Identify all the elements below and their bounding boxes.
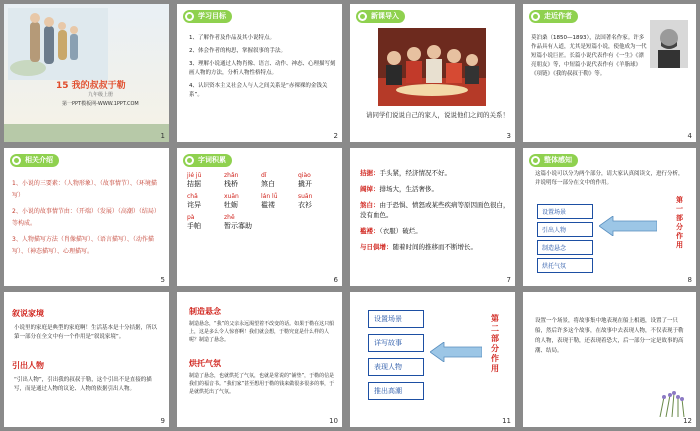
header-label: 整体感知 xyxy=(544,156,572,164)
hanzi: 撬开 xyxy=(298,180,312,188)
hanzi: 拮据 xyxy=(187,180,201,188)
vocab-word xyxy=(224,193,261,210)
bullet-icon xyxy=(358,12,367,21)
slide-number: 6 xyxy=(333,276,338,284)
def: 排场大，生活奢侈。 xyxy=(379,185,438,193)
side-label: 第二部分作用 xyxy=(491,314,499,373)
slide-12[interactable] xyxy=(523,292,696,427)
intro-item: 1、小说的三要素：（人物形象）、（故事情节）、（环境描写） xyxy=(12,180,157,199)
vocab-word xyxy=(298,193,335,210)
slide-8[interactable] xyxy=(523,148,696,286)
term: 与日俱增： xyxy=(360,243,393,251)
credit-text: 第一PPT模板网-WWW.1PPT.COM xyxy=(62,101,139,107)
bullet-icon xyxy=(12,156,21,165)
photo-caption: 请同学们说说自己的家人，说说他们之间的关系！ xyxy=(366,111,509,119)
section-text: 制造悬念，“我”的父亲永远渴望着不改变的话。如果于勒在这只船上，这是多么令人惊喜啊！我们就会想，于勒究竟是什么样的人呢？制造了悬念。 xyxy=(189,321,335,343)
pinyin: zhē xyxy=(224,214,235,221)
goal-item: 4、认识资本主义社会人与人之间关系是“赤裸裸的金钱关系”。 xyxy=(189,83,328,98)
bullet-icon xyxy=(531,12,540,21)
intro-item: 2、小说的故事情节由：（开端）（发展）（高潮）（结局）等构成。 xyxy=(12,208,160,227)
slide-6[interactable] xyxy=(177,148,342,286)
section-text: 制造了悬念，也就烘托了气氛，也就是常说的“铺垫”，于勒的信是我们的福音书。“我们家”甚至想用于勒的钱来做很多很多的事，于是就烘托出了气氛。 xyxy=(189,373,335,395)
slide-2[interactable] xyxy=(177,4,342,142)
section-heading: 烘托气氛 xyxy=(189,359,221,368)
section-heading: 制造悬念 xyxy=(189,307,221,316)
definition xyxy=(360,242,510,252)
slide-5[interactable] xyxy=(4,148,169,286)
function-box: 设置场景 xyxy=(537,204,593,219)
vocab-word xyxy=(298,172,335,189)
pinyin: dǐ xyxy=(261,172,267,179)
slide-number: 5 xyxy=(160,276,165,284)
task-intro: 这篇小说可以分为两个部分，请大家认真阅读文，进行分析，并说明每一部分在文中的作用。 xyxy=(535,171,684,186)
slide-4[interactable] xyxy=(523,4,696,142)
pinyin: suān xyxy=(298,193,313,200)
vocab-word xyxy=(187,172,224,189)
slide-number: 3 xyxy=(506,132,511,140)
hanzi: 手帕 xyxy=(187,222,201,230)
function-box: 设置场景 xyxy=(368,310,424,328)
goal-item: 3、理解小说通过人物肖像、语言、动作、神态、心理描写刻画人物的方法，分析人物性格特点。 xyxy=(189,61,336,76)
author-portrait xyxy=(650,20,688,68)
cover-illustration xyxy=(8,8,108,80)
slide-header xyxy=(183,154,232,167)
pinyin: qiào xyxy=(298,172,311,179)
definition xyxy=(360,168,510,178)
slide-header xyxy=(10,154,59,167)
slide-1[interactable] xyxy=(4,4,169,142)
term: 褴褛： xyxy=(360,227,380,235)
definition xyxy=(360,200,510,220)
slide-number: 10 xyxy=(329,417,338,425)
section-heading: 叙说家境 xyxy=(12,309,44,318)
bullet-icon xyxy=(531,156,540,165)
function-box: 推出高潮 xyxy=(368,382,424,400)
vocab-grid xyxy=(187,172,337,231)
slide-7[interactable] xyxy=(350,148,515,286)
goal-item: 1、了解作者及作品及其小说特点。 xyxy=(189,35,276,41)
vocab-word xyxy=(261,172,298,189)
header-label: 走近作者 xyxy=(544,12,572,20)
pinyin: lán lǚ xyxy=(261,193,278,200)
vocab-word xyxy=(187,193,224,210)
slide-header xyxy=(529,154,578,167)
term: 煞白： xyxy=(360,201,380,209)
vocab-word xyxy=(224,172,261,189)
hanzi: 衣衫 xyxy=(298,201,312,209)
section-heading: 引出人物 xyxy=(12,361,44,370)
pinyin: jié jū xyxy=(187,172,202,179)
section-text: “引出人物”，引出我的叔叔于勒，这个引出不是直接的描写，而是通过人物的议论、人物的依据引出人物。 xyxy=(14,377,152,392)
slide-10[interactable] xyxy=(177,292,342,427)
term: 拮据： xyxy=(360,169,380,177)
slide-number: 2 xyxy=(333,132,338,140)
section-text: 小说里的家庭是典型的家庭啊！生活基本是十分拮据，所以第一部分在全文中有一个作用是“叙说家境”。 xyxy=(14,325,158,340)
def: 由于恐惧、愤怒或某些疾病等原因面色很白，没有血色。 xyxy=(360,201,510,219)
header-label: 新课导入 xyxy=(371,12,399,20)
slide-subtitle: 九年级上册 xyxy=(88,92,114,98)
slide-number: 11 xyxy=(502,417,511,425)
slide-3[interactable] xyxy=(350,4,515,142)
left-arrow-icon xyxy=(599,216,657,240)
def: 手头紧，经济情况不好。 xyxy=(379,169,451,177)
summary-text: 设置一个场景，将故事集中地表现在船上相遇，设置了一只船，然后许多这个故事，在故事中去表现人物，不仅表现于勒的人物，表现于勒，还表现着恐大，后一部分一定是故事的高潮、结局。 xyxy=(535,318,684,354)
hanzi: 暂示寡助 xyxy=(224,222,252,230)
vocab-word xyxy=(187,214,224,231)
header-label: 字词积累 xyxy=(198,156,226,164)
pinyin: xuān xyxy=(224,193,239,200)
slide-header xyxy=(183,10,232,23)
intro-item: 3、人物描写方法（肖像描写）、（语言描写）、（动作描写）、（神态描写）、心理描写。 xyxy=(12,236,154,255)
slide-number: 8 xyxy=(687,276,692,284)
term: 阔绰： xyxy=(360,185,380,193)
bullet-icon xyxy=(185,156,194,165)
pinyin: zhǎn xyxy=(224,172,239,179)
function-box: 表现人物 xyxy=(368,358,424,376)
vocab-word xyxy=(224,214,298,231)
vocab-word xyxy=(261,193,298,210)
slide-title: 15 我的叔叔于勒 xyxy=(56,81,126,91)
slide-number: 4 xyxy=(687,132,692,140)
hanzi: 牡蛎 xyxy=(224,201,238,209)
definition xyxy=(360,226,510,236)
goal-item: 2、体会作者的构思，掌握叙事的手法。 xyxy=(189,48,287,54)
function-box: 烘托气氛 xyxy=(537,258,593,273)
slide-number: 12 xyxy=(683,417,692,425)
definition xyxy=(360,184,510,194)
pinyin: chǎ xyxy=(187,193,198,200)
header-label: 相关介绍 xyxy=(25,156,53,164)
slide-number: 7 xyxy=(506,276,511,284)
slide-11[interactable] xyxy=(350,292,515,427)
def: 随着时间的推移而不断增长。 xyxy=(392,243,477,251)
function-box: 引出人物 xyxy=(537,222,593,237)
left-arrow-icon xyxy=(430,342,482,366)
family-photo xyxy=(378,28,486,106)
author-intro: 莫泊桑（1850—1893），法国著名作家。许多作品具有人道，尤其是短篇小说，使他成为一代短篇小说巨匠。长篇小说代表作有《一生》《漂亮朋友》等，中短篇小说代表作有《羊脂球》《项链》《我的叔叔于勒》等。 xyxy=(531,35,647,77)
function-box: 制造悬念 xyxy=(537,240,593,255)
function-box: 详写故事 xyxy=(368,334,424,352)
hanzi: 栈桥 xyxy=(224,180,238,188)
ground-band xyxy=(4,124,169,142)
hanzi: 褴褛 xyxy=(261,201,275,209)
slide-header xyxy=(356,10,405,23)
slide-number: 1 xyxy=(160,132,165,140)
bullet-icon xyxy=(185,12,194,21)
hanzi: 诧异 xyxy=(187,201,201,209)
hanzi: 煞白 xyxy=(261,180,275,188)
slide-header xyxy=(529,10,578,23)
def: （衣服）破烂。 xyxy=(379,227,422,235)
slide-number: 9 xyxy=(160,417,165,425)
side-label: 第一部分作用 xyxy=(676,196,683,249)
header-label: 学习目标 xyxy=(198,12,226,20)
pinyin: pà xyxy=(187,214,195,221)
slide-9[interactable] xyxy=(4,292,169,427)
